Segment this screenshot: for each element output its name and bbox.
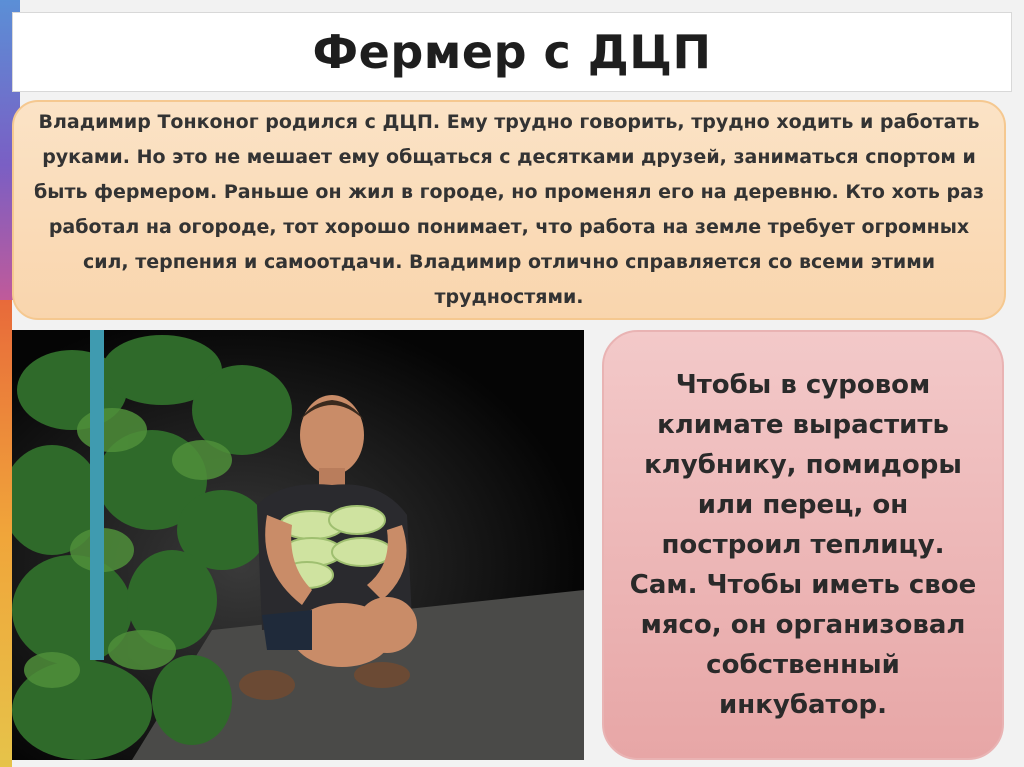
slide-title: Фермер с ДЦП [312,25,712,79]
side-text: Чтобы в суровом климате вырастить клубнику, помидоры или перец, он построил теплицу. Сам. Чтобы иметь свое мясо, он организовал собственный инкубатор. [629,370,977,720]
side-text-box [602,330,1004,760]
main-text: Владимир Тонконог родился с ДЦП. Ему трудно говорить, трудно ходить и работать руками. Но это не мешает ему общаться с десятками друзей, заниматься спортом и быть фермером. Раньше он жил в городе, но променял его на деревню. Кто хоть раз работал на огороде, тот хорошо понимает, что работа на земле требует огромных сил, терпения и самоотдачи. Владимир отлично справляется со всеми этими трудностями. [34,111,984,308]
title-box [12,12,1012,92]
decorative-strip-bottom [0,300,12,767]
main-text-box [12,100,1006,320]
farmer-photo [12,330,584,760]
farmer-photo-illustration [12,330,584,760]
